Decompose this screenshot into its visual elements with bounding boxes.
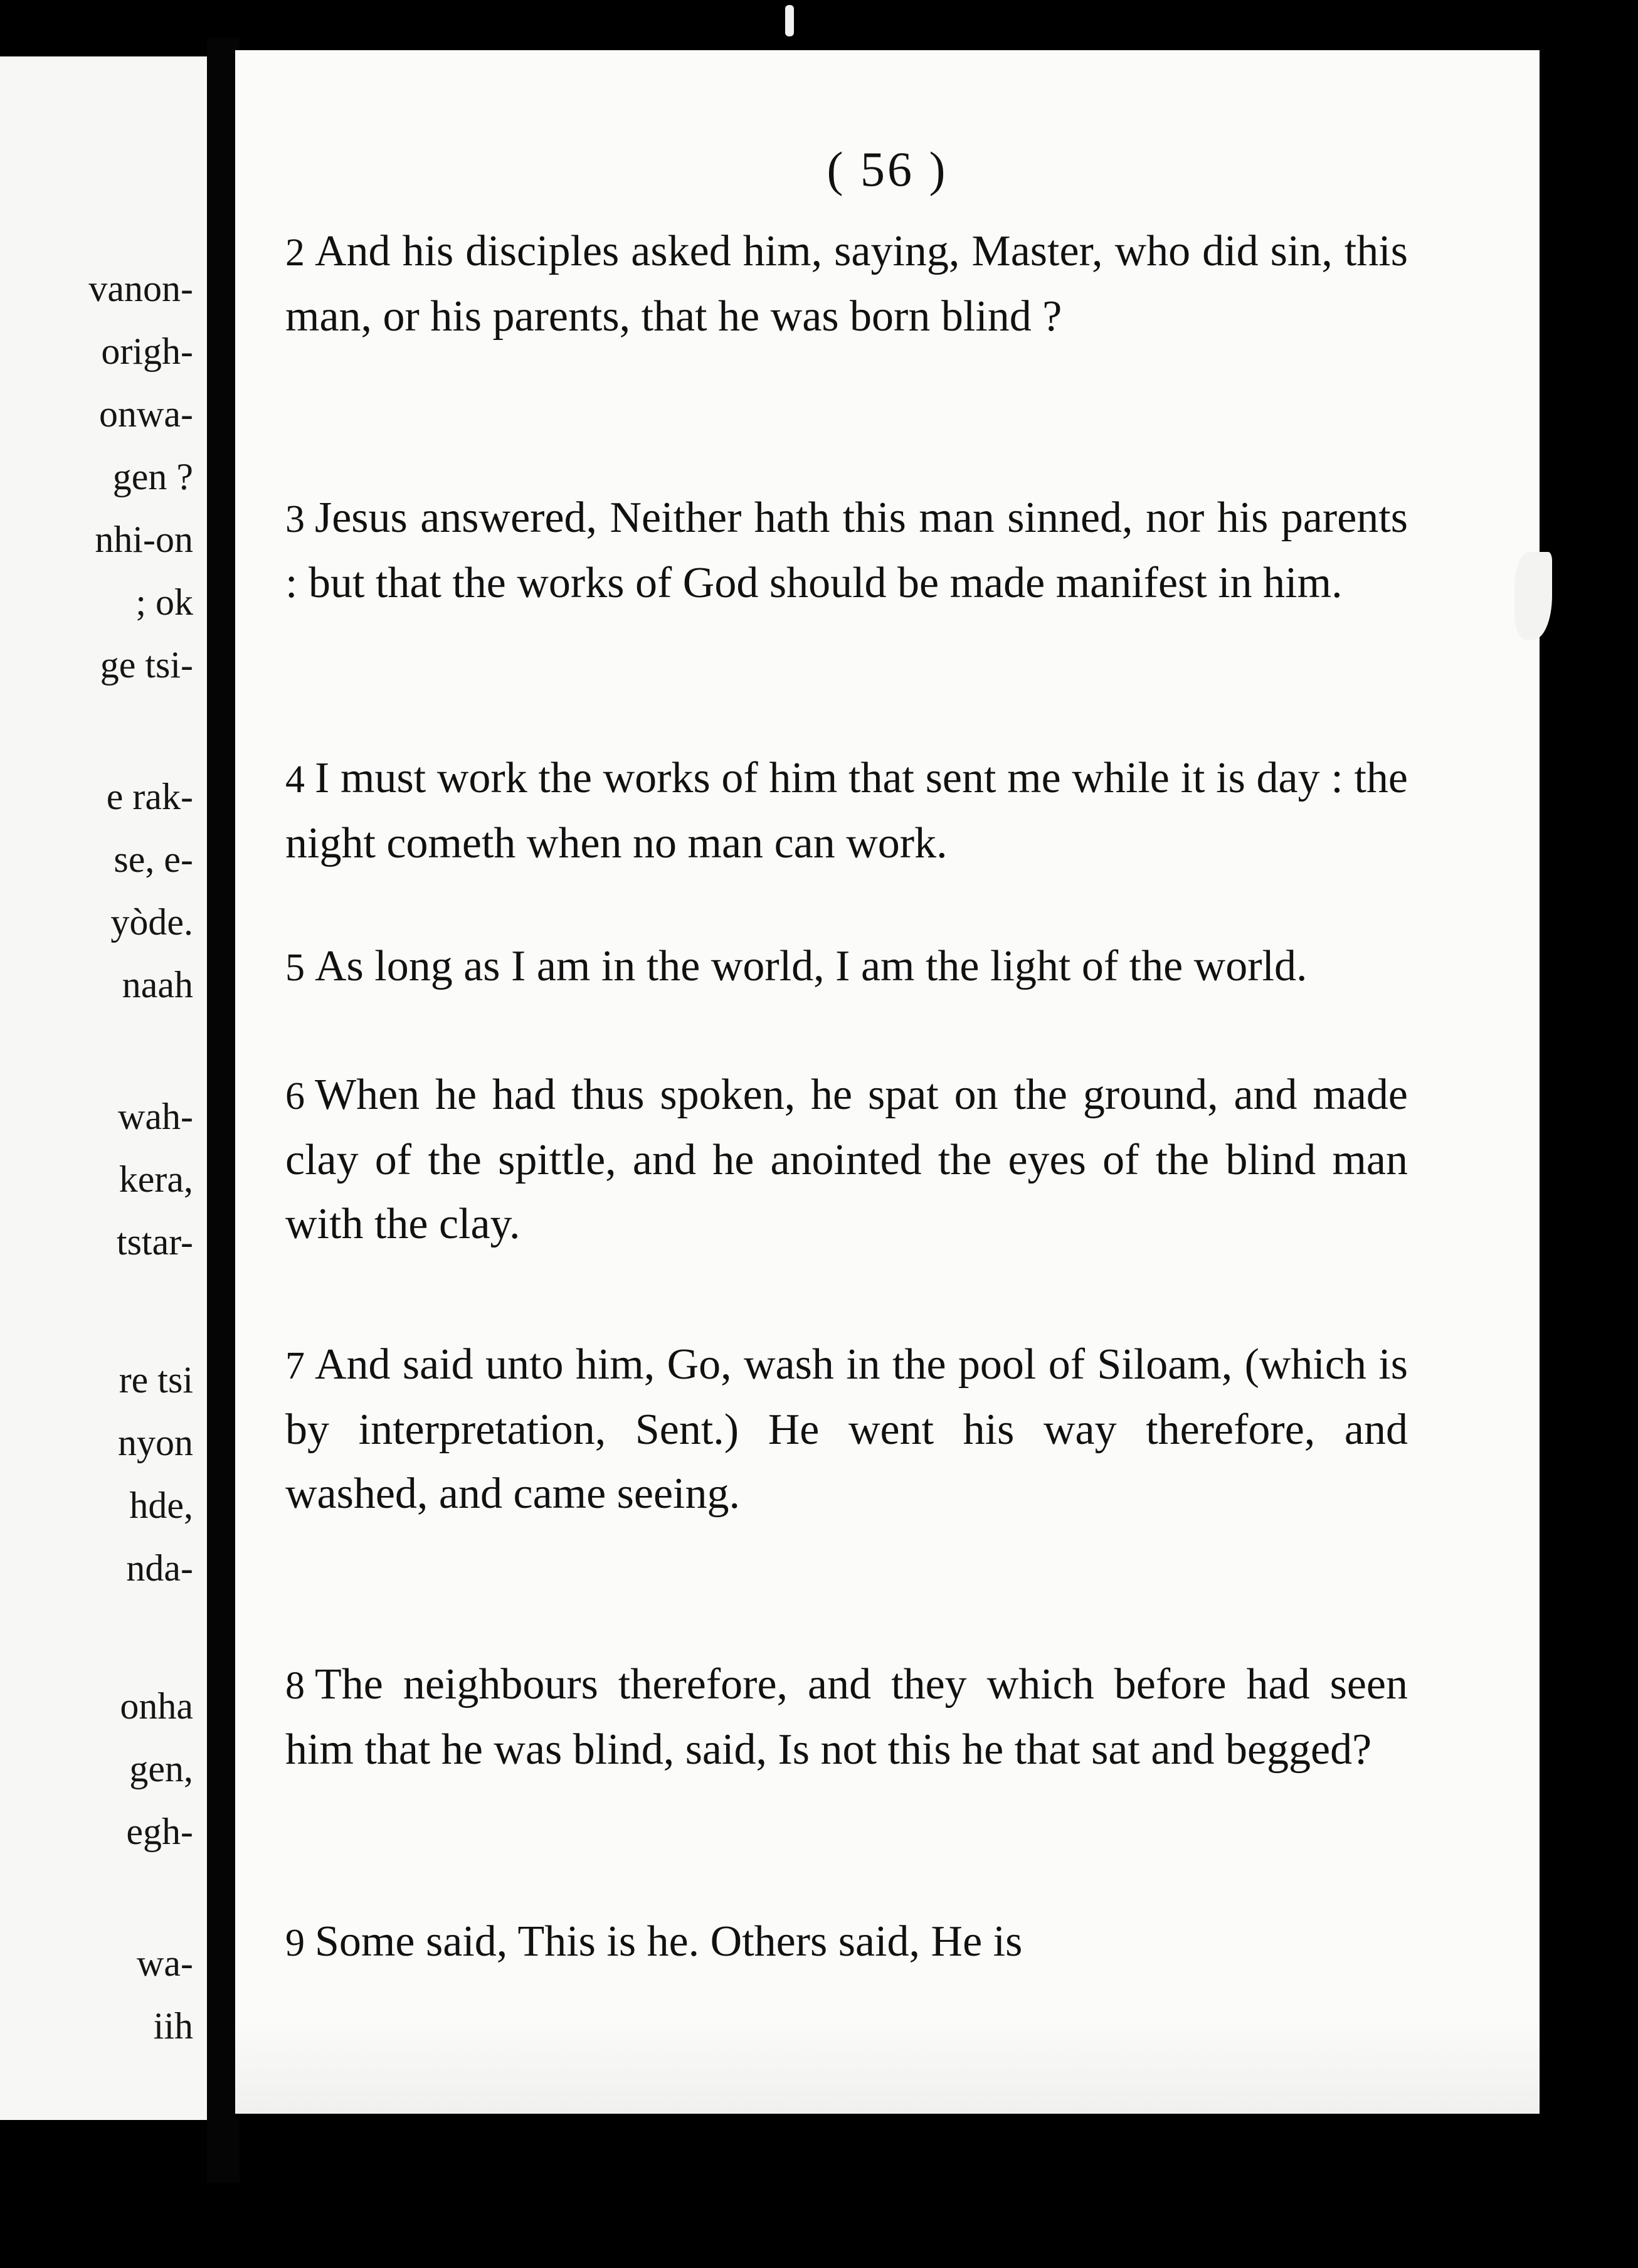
facing-page-fragment: tstar- <box>116 1221 193 1263</box>
verse-number: 9 <box>285 1922 305 1964</box>
facing-page-fragment: wah- <box>118 1096 193 1137</box>
facing-page-left <box>0 56 207 2120</box>
facing-page-fragment: gen, <box>129 1748 193 1789</box>
page-bottom-shadow <box>235 2020 1540 2114</box>
verse-9 <box>285 1910 1408 1975</box>
verse-6 <box>285 1063 1408 1256</box>
verse-text: And his disciples asked him, saying, Master, who did sin, this man, or his parents, that he was born blind ? <box>285 227 1408 341</box>
facing-page-fragment: iih <box>153 2005 193 2047</box>
facing-page-fragment: ge tsi- <box>100 644 193 686</box>
facing-page-fragment: nyon <box>118 1422 193 1463</box>
facing-page-fragment: onwa- <box>99 393 193 435</box>
facing-page-fragment: hde, <box>129 1485 193 1526</box>
verse-number: 8 <box>285 1665 305 1707</box>
facing-page-fragment: onha <box>120 1685 193 1727</box>
verse-text: Some said, This is he. Others said, He is <box>315 1917 1023 1966</box>
verse-text: Jesus answered, Neither hath this man sinned, nor his parents : but that the works of God should be made manifest in him. <box>285 494 1408 607</box>
verse-8 <box>285 1653 1408 1782</box>
verse-number: 5 <box>285 946 305 989</box>
verse-number: 2 <box>285 231 305 274</box>
verse-3 <box>285 486 1408 615</box>
facing-page-fragment: wa- <box>137 1942 193 1984</box>
verse-number: 3 <box>285 498 305 541</box>
verse-text: And said unto him, Go, wash in the pool of Siloam, (which is by interpretation, Sent.) He went his way therefore, and washed, and came seeing. <box>285 1340 1408 1518</box>
main-page <box>235 50 1540 2114</box>
verse-number: 7 <box>285 1345 305 1387</box>
verse-number: 6 <box>285 1075 305 1118</box>
verse-7 <box>285 1333 1408 1526</box>
facing-page-fragment: yòde. <box>110 901 193 943</box>
verse-text: As long as I am in the world, I am the light of the world. <box>315 942 1308 990</box>
facing-page-fragment: vanon- <box>88 268 193 309</box>
page-number: ( 56 ) <box>827 142 948 196</box>
verse-2 <box>285 220 1408 349</box>
scan-artifact-mark <box>785 5 794 36</box>
verse-text: When he had thus spoken, he spat on the ground, and made clay of the spittle, and he anointed the eyes of the blind man with the clay. <box>285 1071 1408 1248</box>
verse-5 <box>285 935 1408 1000</box>
facing-page-fragment: origh- <box>101 331 193 372</box>
verse-text: I must work the works of him that sent me while it is day : the night cometh when no man can work. <box>285 754 1408 867</box>
facing-page-fragment: re tsi <box>119 1359 193 1401</box>
facing-page-fragment: ; ok <box>135 581 193 623</box>
facing-page-fragment: naah <box>122 964 193 1005</box>
facing-page-fragment: kera, <box>119 1158 193 1200</box>
verse-text: The neighbours therefore, and they which before had seen him that he was blind, said, Is not this he that sat and begged? <box>285 1660 1408 1774</box>
paper-tear-mark <box>1514 552 1552 640</box>
facing-page-fragment: gen ? <box>112 456 193 497</box>
scan-right-border <box>1540 50 1638 2268</box>
facing-page-fragment: se, e- <box>114 839 193 880</box>
facing-page-fragment: nda- <box>126 1547 193 1589</box>
facing-page-fragment: egh- <box>126 1811 193 1852</box>
verse-number: 4 <box>285 758 305 801</box>
facing-page-fragment: e rak- <box>106 776 193 817</box>
verse-4 <box>285 746 1408 876</box>
facing-page-fragment: nhi-on <box>95 519 193 560</box>
